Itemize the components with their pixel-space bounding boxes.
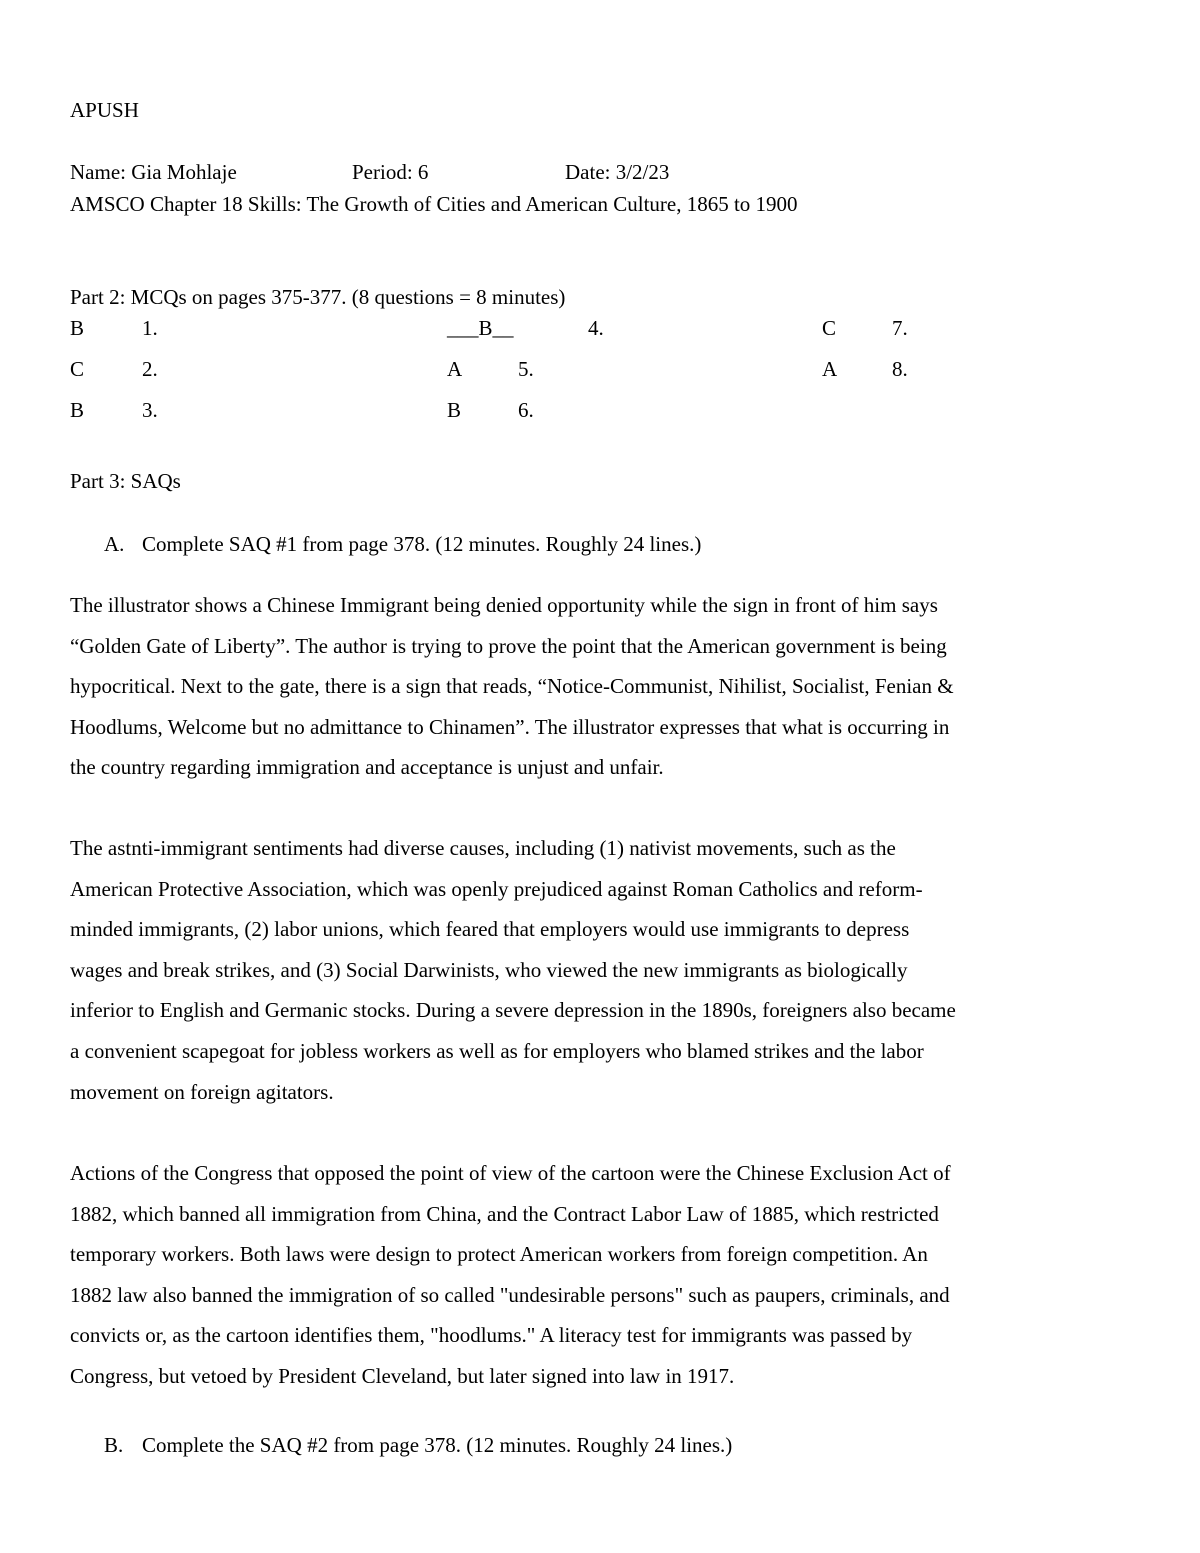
- paragraph-line: American Protective Association, which was openly prejudiced against Roman Catholics and reform-: [70, 876, 923, 901]
- saq-b-letter: B.: [104, 1433, 124, 1457]
- assignment-title: AMSCO Chapter 18 Skills: The Growth of Cities and American Culture, 1865 to 1900: [70, 192, 798, 216]
- mcq-answer: C: [822, 316, 837, 340]
- mcq-answer: C: [70, 357, 85, 381]
- assignment-date: Date: 3/2/23: [565, 160, 670, 184]
- part2-heading: Part 2: MCQs on pages 375-377. (8 questions = 8 minutes): [70, 285, 566, 309]
- mcq-number: 8.: [892, 357, 908, 381]
- mcq-number: 1.: [142, 316, 158, 340]
- course-title: APUSH: [70, 98, 139, 122]
- answer-paragraph-2: [70, 828, 1130, 1112]
- mcq-number: 2.: [142, 357, 158, 381]
- paragraph-line: movement on foreign agitators.: [70, 1079, 334, 1104]
- paragraph-line: Actions of the Congress that opposed the point of view of the cartoon were the Chinese Exclusion Act of: [70, 1161, 951, 1185]
- part3-heading: Part 3: SAQs: [70, 469, 181, 493]
- paragraph-line: 1882 law also banned the immigration of so called "undesirable persons" such as paupers, criminals, and: [70, 1282, 950, 1307]
- paragraph-line: “Golden Gate of Liberty”. The author is trying to prove the point that the American government is being: [70, 633, 947, 658]
- mcq-number: 7.: [892, 316, 908, 340]
- mcq-number: 6.: [518, 398, 534, 422]
- paragraph-line: wages and break strikes, and (3) Social Darwinists, who viewed the new immigrants as biologically: [70, 957, 908, 982]
- paragraph-line: a convenient scapegoat for jobless workers as well as for employers who blamed strikes and the labor: [70, 1038, 924, 1063]
- paragraph-line: minded immigrants, (2) labor unions, which feared that employers would use immigrants to depress: [70, 917, 910, 942]
- mcq-number: 3.: [142, 398, 158, 422]
- saq-a-letter: A.: [104, 532, 125, 556]
- paragraph-line: the country regarding immigration and acceptance is unjust and unfair.: [70, 755, 664, 780]
- paragraph-line: convicts or, as the cartoon identifies them, "hoodlums." A literacy test for immigrants was passed by: [70, 1323, 913, 1348]
- paragraph-line: Congress, but vetoed by President Cleveland, but later signed into law in 1917.: [70, 1363, 735, 1388]
- paragraph-line: hypocritical. Next to the gate, there is a sign that reads, “Notice-Communist, Nihilist, Socialist, Fenian &: [70, 674, 954, 699]
- mcq-answer: A: [822, 357, 838, 381]
- student-name: Name: Gia Mohlaje: [70, 160, 237, 184]
- saq-b-instruction: Complete the SAQ #2 from page 378. (12 minutes. Roughly 24 lines.): [142, 1433, 733, 1457]
- mcq-answer: B: [70, 398, 85, 422]
- paragraph-line: inferior to English and Germanic stocks. During a severe depression in the 1890s, foreigners also became: [70, 998, 956, 1023]
- answer-paragraph-3: [70, 1153, 1130, 1397]
- class-period: Period: 6: [352, 160, 429, 184]
- mcq-answer: B: [70, 316, 85, 340]
- paragraph-line: temporary workers. Both laws were design to protect American workers from foreign competition. An: [70, 1242, 928, 1267]
- paragraph-line: The illustrator shows a Chinese Immigrant being denied opportunity while the sign in front of him says: [70, 593, 938, 617]
- mcq-number: 5.: [518, 357, 534, 381]
- mcq-number: 4.: [588, 316, 604, 340]
- mcq-answer: ___B__: [447, 316, 514, 340]
- paragraph-line: 1882, which banned all immigration from China, and the Contract Labor Law of 1885, which restricted: [70, 1201, 939, 1226]
- saq-a-instruction: Complete SAQ #1 from page 378. (12 minutes. Roughly 24 lines.): [142, 532, 702, 556]
- paragraph-line: Hoodlums, Welcome but no admittance to Chinamen”. The illustrator expresses that what is occurring in: [70, 714, 950, 739]
- mcq-answer: A: [447, 357, 463, 381]
- paragraph-line: The astnti-immigrant sentiments had diverse causes, including (1) nativist movements, such as the: [70, 836, 896, 860]
- answer-paragraph-1: [70, 585, 1130, 788]
- mcq-answer: B: [447, 398, 462, 422]
